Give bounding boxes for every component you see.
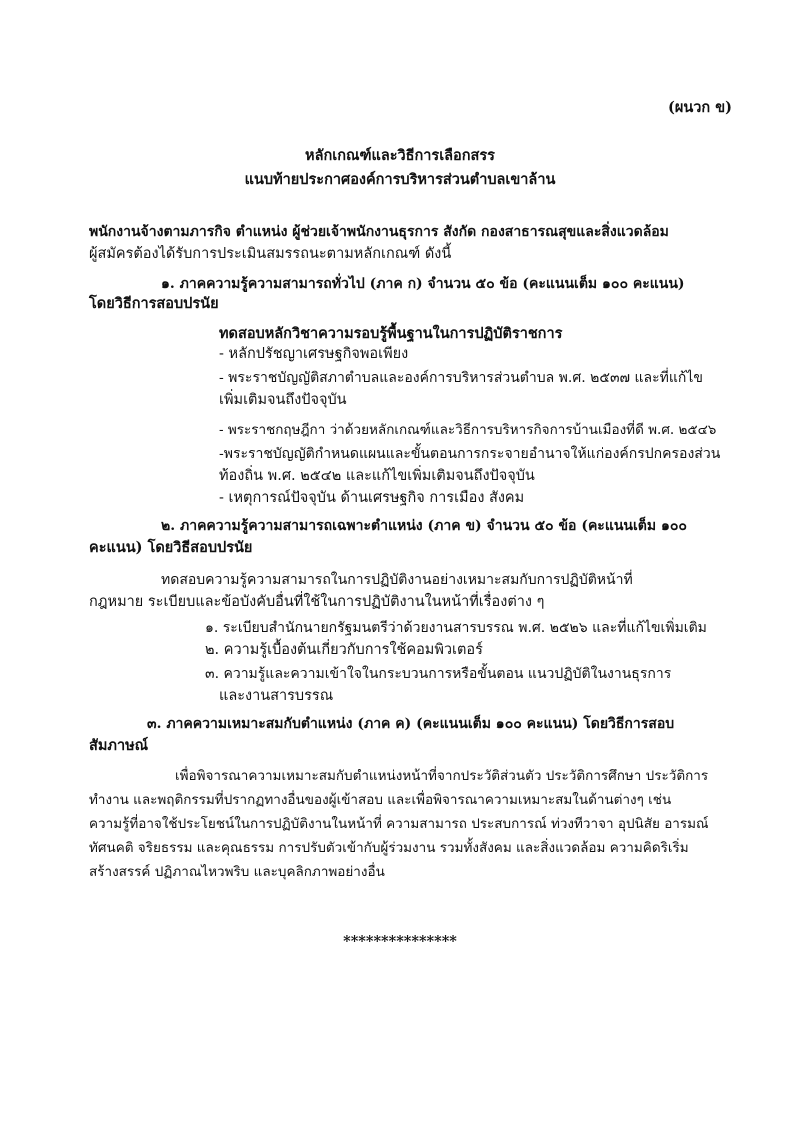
section2-item: ๒. ความรู้เบื้องต้นเกี่ยวกับการใช้คอมพิวเตอร์ — [205, 642, 483, 658]
section3-paragraph-line: ทัศนคติ จริยธรรม และคุณธรรม การปรับตัวเข้ากับผู้ร่วมงาน รวมทั้งสังคม และสิ่งแวดล้อม ความคิดริเริ่ม — [89, 840, 689, 856]
section1-item: - เหตุการณ์ปัจจุบัน ด้านเศรษฐกิจ การเมือง สังคม — [219, 490, 525, 506]
section2-heading-line2: คะแนน) โดยวิธีสอบปรนัย — [89, 539, 253, 556]
section2-item: และงานสารบรรณ — [219, 688, 334, 704]
section3-paragraph-line: ทำงาน และพฤติกรรมที่ปรากฏทางอื่นของผู้เข้าสอบ และเพื่อพิจารณาความเหมาะสมในด้านต่างๆ เช่น — [89, 792, 672, 808]
section2-desc-line2: กฎหมาย ระเบียบและข้อบังคับอื่นที่ใช้ในการปฏิบัติงานในหน้าที่เรื่องต่าง ๆ — [89, 594, 545, 610]
section3-paragraph-line: สร้างสรรค์ ปฏิภาณไหวพริบ และบุคลิกภาพอย่างอื่น — [89, 864, 385, 880]
section1-item: -พระราชบัญญัติกำหนดแผนและขั้นตอนการกระจายอำนาจให้แก่องค์กรปกครองส่วน — [219, 446, 721, 462]
section1-subheading: ทดสอบหลักวิชาความรอบรู้พื้นฐานในการปฏิบัติราชการ — [219, 325, 563, 342]
section2-desc-line1: ทดสอบความรู้ความสามารถในการปฏิบัติงานอย่างเหมาะสมกับการปฏิบัติหน้าที่ — [161, 572, 633, 588]
intro-line: ผู้สมัครต้องได้รับการประเมินสมรรถนะตามหลักเกณฑ์ ดังนี้ — [89, 246, 452, 262]
section1-item: เพิ่มเติมจนถึงปัจจุบัน — [219, 392, 347, 408]
section3-heading-line2: สัมภาษณ์ — [89, 737, 149, 754]
section1-item: ท้องถิ่น พ.ศ. ๒๕๔๒ และแก้ไขเพิ่มเติมจนถึงปัจจุบัน — [219, 468, 535, 484]
section2-heading-line1: ๒. ภาคความรู้ความสามารถเฉพาะตำแหน่ง (ภาค ข) จำนวน ๕๐ ข้อ (คะแนนเต็ม ๑๐๐ — [161, 518, 687, 534]
title-line-2: แนบท้ายประกาศองค์การบริหารส่วนตำบลเขาล้าน — [244, 171, 556, 188]
section1-heading-line1: ๑. ภาคความรู้ความสามารถทั่วไป (ภาค ก) จำนวน ๕๐ ข้อ (คะแนนเต็ม ๑๐๐ คะแนน) — [161, 276, 685, 292]
section1-item: - หลักปรัชญาเศรษฐกิจพอเพียง — [219, 346, 409, 362]
annex-label: (ผนวก ข) — [667, 99, 732, 116]
section3-paragraph-line: เพื่อพิจารณาความเหมาะสมกับตำแหน่งหน้าที่จากประวัติส่วนตัว ประวัติการศึกษา ประวัติการ — [175, 768, 709, 784]
title-line-1: หลักเกณฑ์และวิธีการเลือกสรร — [305, 147, 495, 164]
section2-item: ๑. ระเบียบสำนักนายกรัฐมนตรีว่าด้วยงานสารบรรณ พ.ศ. ๒๕๒๖ และที่แก้ไขเพิ่มเติม — [205, 620, 707, 636]
end-marker: *************** — [343, 933, 457, 950]
section3-paragraph-line: ความรู้ที่อาจใช้ประโยชน์ในการปฏิบัติงานในหน้าที่ ความสามารถ ประสบการณ์ ท่วงทีวาจา อุปนิสัย อารมณ์ — [89, 816, 709, 832]
section1-item: - พระราชบัญญัติสภาตำบลและองค์การบริหารส่วนตำบล พ.ศ. ๒๕๓๗ และที่แก้ไข — [219, 370, 703, 386]
section3-heading-line1: ๓. ภาคความเหมาะสมกับตำแหน่ง (ภาค ค) (คะแนนเต็ม ๑๐๐ คะแนน) โดยวิธีการสอบ — [147, 716, 675, 732]
section1-heading-line2: โดยวิธีการสอบปรนัย — [89, 295, 219, 312]
section1-item: - พระราชกฤษฎีกา ว่าด้วยหลักเกณฑ์และวิธีการบริหารกิจการบ้านเมืองที่ดี พ.ศ. ๒๕๔๖ — [219, 422, 717, 438]
position-line: พนักงานจ้างตามภารกิจ ตำแหน่ง ผู้ช่วยเจ้าพนักงานธุรการ สังกัด กองสาธารณสุขและสิ่งแวดล้อม — [89, 224, 669, 240]
section2-item: ๓. ความรู้และความเข้าใจในกระบวนการหรือขั้นตอน แนวปฏิบัติในงานธุรการ — [205, 666, 672, 682]
